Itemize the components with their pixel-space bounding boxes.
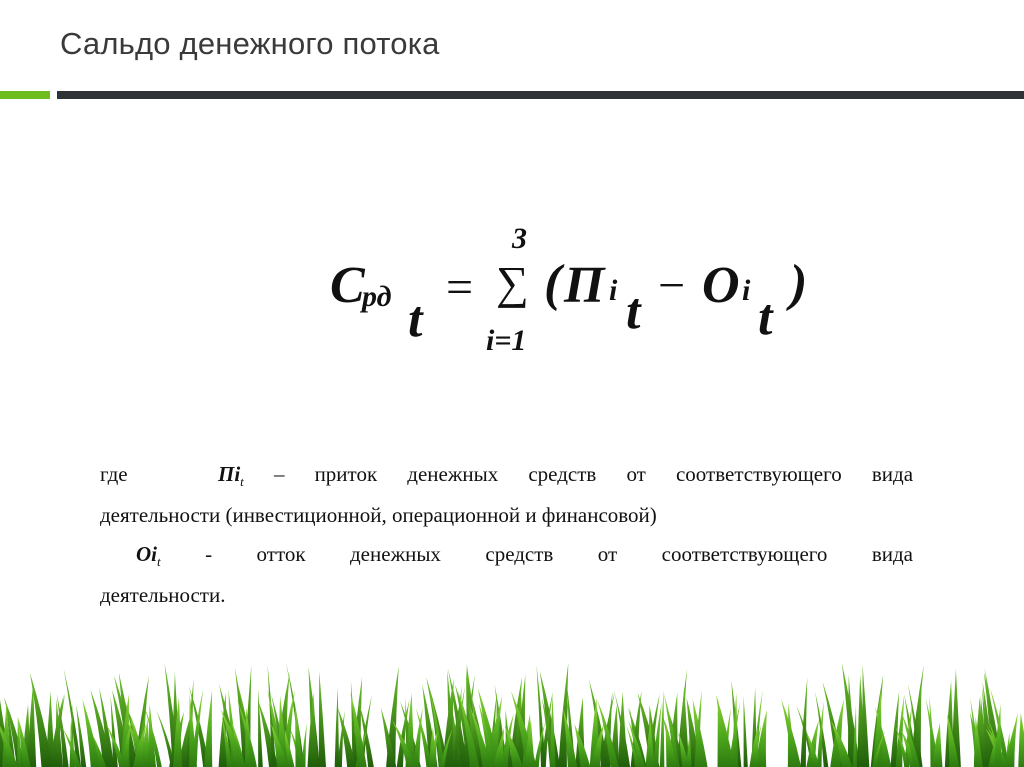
inflow-symbol: Пi [218,462,241,486]
grass-blade [863,664,870,767]
grass-blade [319,671,326,767]
inflow-subscript: t [240,474,244,489]
grass-blade [1018,713,1024,767]
formula-outflow-time: t [758,289,773,346]
grass-blade [258,688,263,767]
formula-outflow-index: i [742,274,751,307]
title-divider [57,91,1024,99]
grass-blade [558,663,568,767]
outflow-text-1: - отток денежных средств от соответствующего вида [205,542,914,566]
formula-sum-lower-limit: i=1 [486,324,527,357]
where-label: где [100,462,128,486]
grass-blade [308,693,318,767]
formula-open-paren: ( [544,255,562,312]
grass-blade [335,686,340,767]
formula-inflow-index: i [609,274,618,307]
formula-sum-upper-limit: 3 [512,222,527,255]
inflow-definition-line-2 [100,496,913,535]
accent-rule [0,91,50,99]
grass-blade [744,696,748,767]
formula-close-paren: ) [790,255,808,312]
formula-outflow-symbol: О [702,257,740,314]
slide-title: Сальдо денежного потока [60,26,440,61]
grass-blade [204,690,212,767]
formula-minus: − [658,259,686,312]
formula-sum-icon: ∑ [496,257,529,308]
inflow-text-2: деятельности (инвестиционной, операционной и финансовой) [100,503,657,527]
formula-inflow-symbol: П [564,257,605,314]
inflow-text-1: – приток денежных средств от соответствующего вида [273,462,914,486]
grass-blade [788,702,795,767]
inflow-definition-line-1 [100,455,913,496]
grass-blade [82,699,100,767]
cash-flow-formula [330,220,850,370]
outflow-subscript: t [157,554,161,569]
grass-blade [413,708,423,767]
formula-inflow-time: t [626,283,641,340]
grass-blade [295,704,303,767]
formula-lhs-subscript: рд [362,280,392,313]
outflow-symbol: Оi [136,542,157,566]
formula-lhs-time-index: t [408,291,423,348]
outflow-definition-line-2 [100,576,913,615]
grass-blade [660,690,665,767]
outflow-definition-line-1 [100,535,913,576]
formula-equals: = [446,261,474,314]
outflow-text-2: деятельности. [100,583,226,607]
grass-blade [301,723,306,767]
formula-lhs-symbol: С [330,257,365,314]
grass-decoration [0,657,1024,767]
grass-blade [800,677,807,767]
formula-explanation [100,455,913,615]
